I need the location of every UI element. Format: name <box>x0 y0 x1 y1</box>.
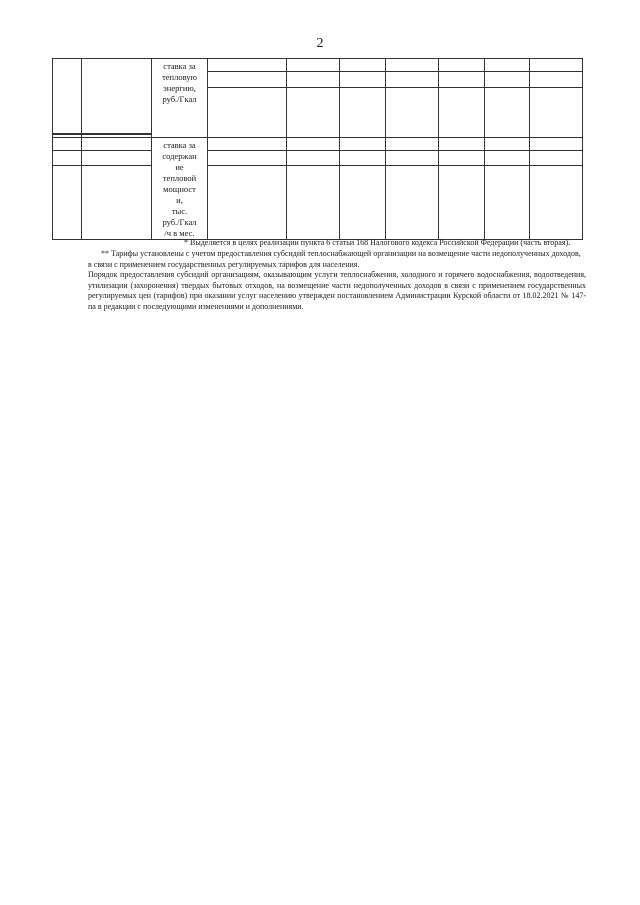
heat-energy-rate-label: ставка за тепловую энергию, руб./Гкал <box>152 59 208 138</box>
subsidy-procedure-paragraph: Порядок предоставления субсидий организациям, оказывающим услуги теплоснабжения, холодного и горячего водоснабжения, водоотведения, утилизации (захоронения) твердых бытовых отходов, на возмещение части недополученных доходов в связи с применением государственных регулируемых цен (тарифов) при оказании услуг населению утвержден постановлением Администрации Курской области от 18.02.2021 № 147-па в редакции с последующими изменениями и дополнениями. <box>88 270 586 311</box>
capacity-rate-label: ставка за содержан ие тепловой мощност и, тыс. руб./Гкал /ч в мес. <box>152 138 208 240</box>
footnote-vat: * Выделяется в целях реализации пункта 6 статьи 168 Налогового кодекса Российской Федерации (часть вторая). <box>184 238 571 247</box>
table-row <box>53 151 583 165</box>
table-row <box>53 59 583 72</box>
table-row <box>53 138 583 151</box>
page-number: 2 <box>316 36 324 51</box>
footnote-tariffs: ** Тарифы установлены с учетом предоставления субсидий теплоснабжающей организации на возмещение части недополученных доходов, в связи с применением государственных регулируемых тарифов для населения. <box>88 249 581 269</box>
tariff-table <box>52 58 583 240</box>
table-row <box>53 165 583 239</box>
